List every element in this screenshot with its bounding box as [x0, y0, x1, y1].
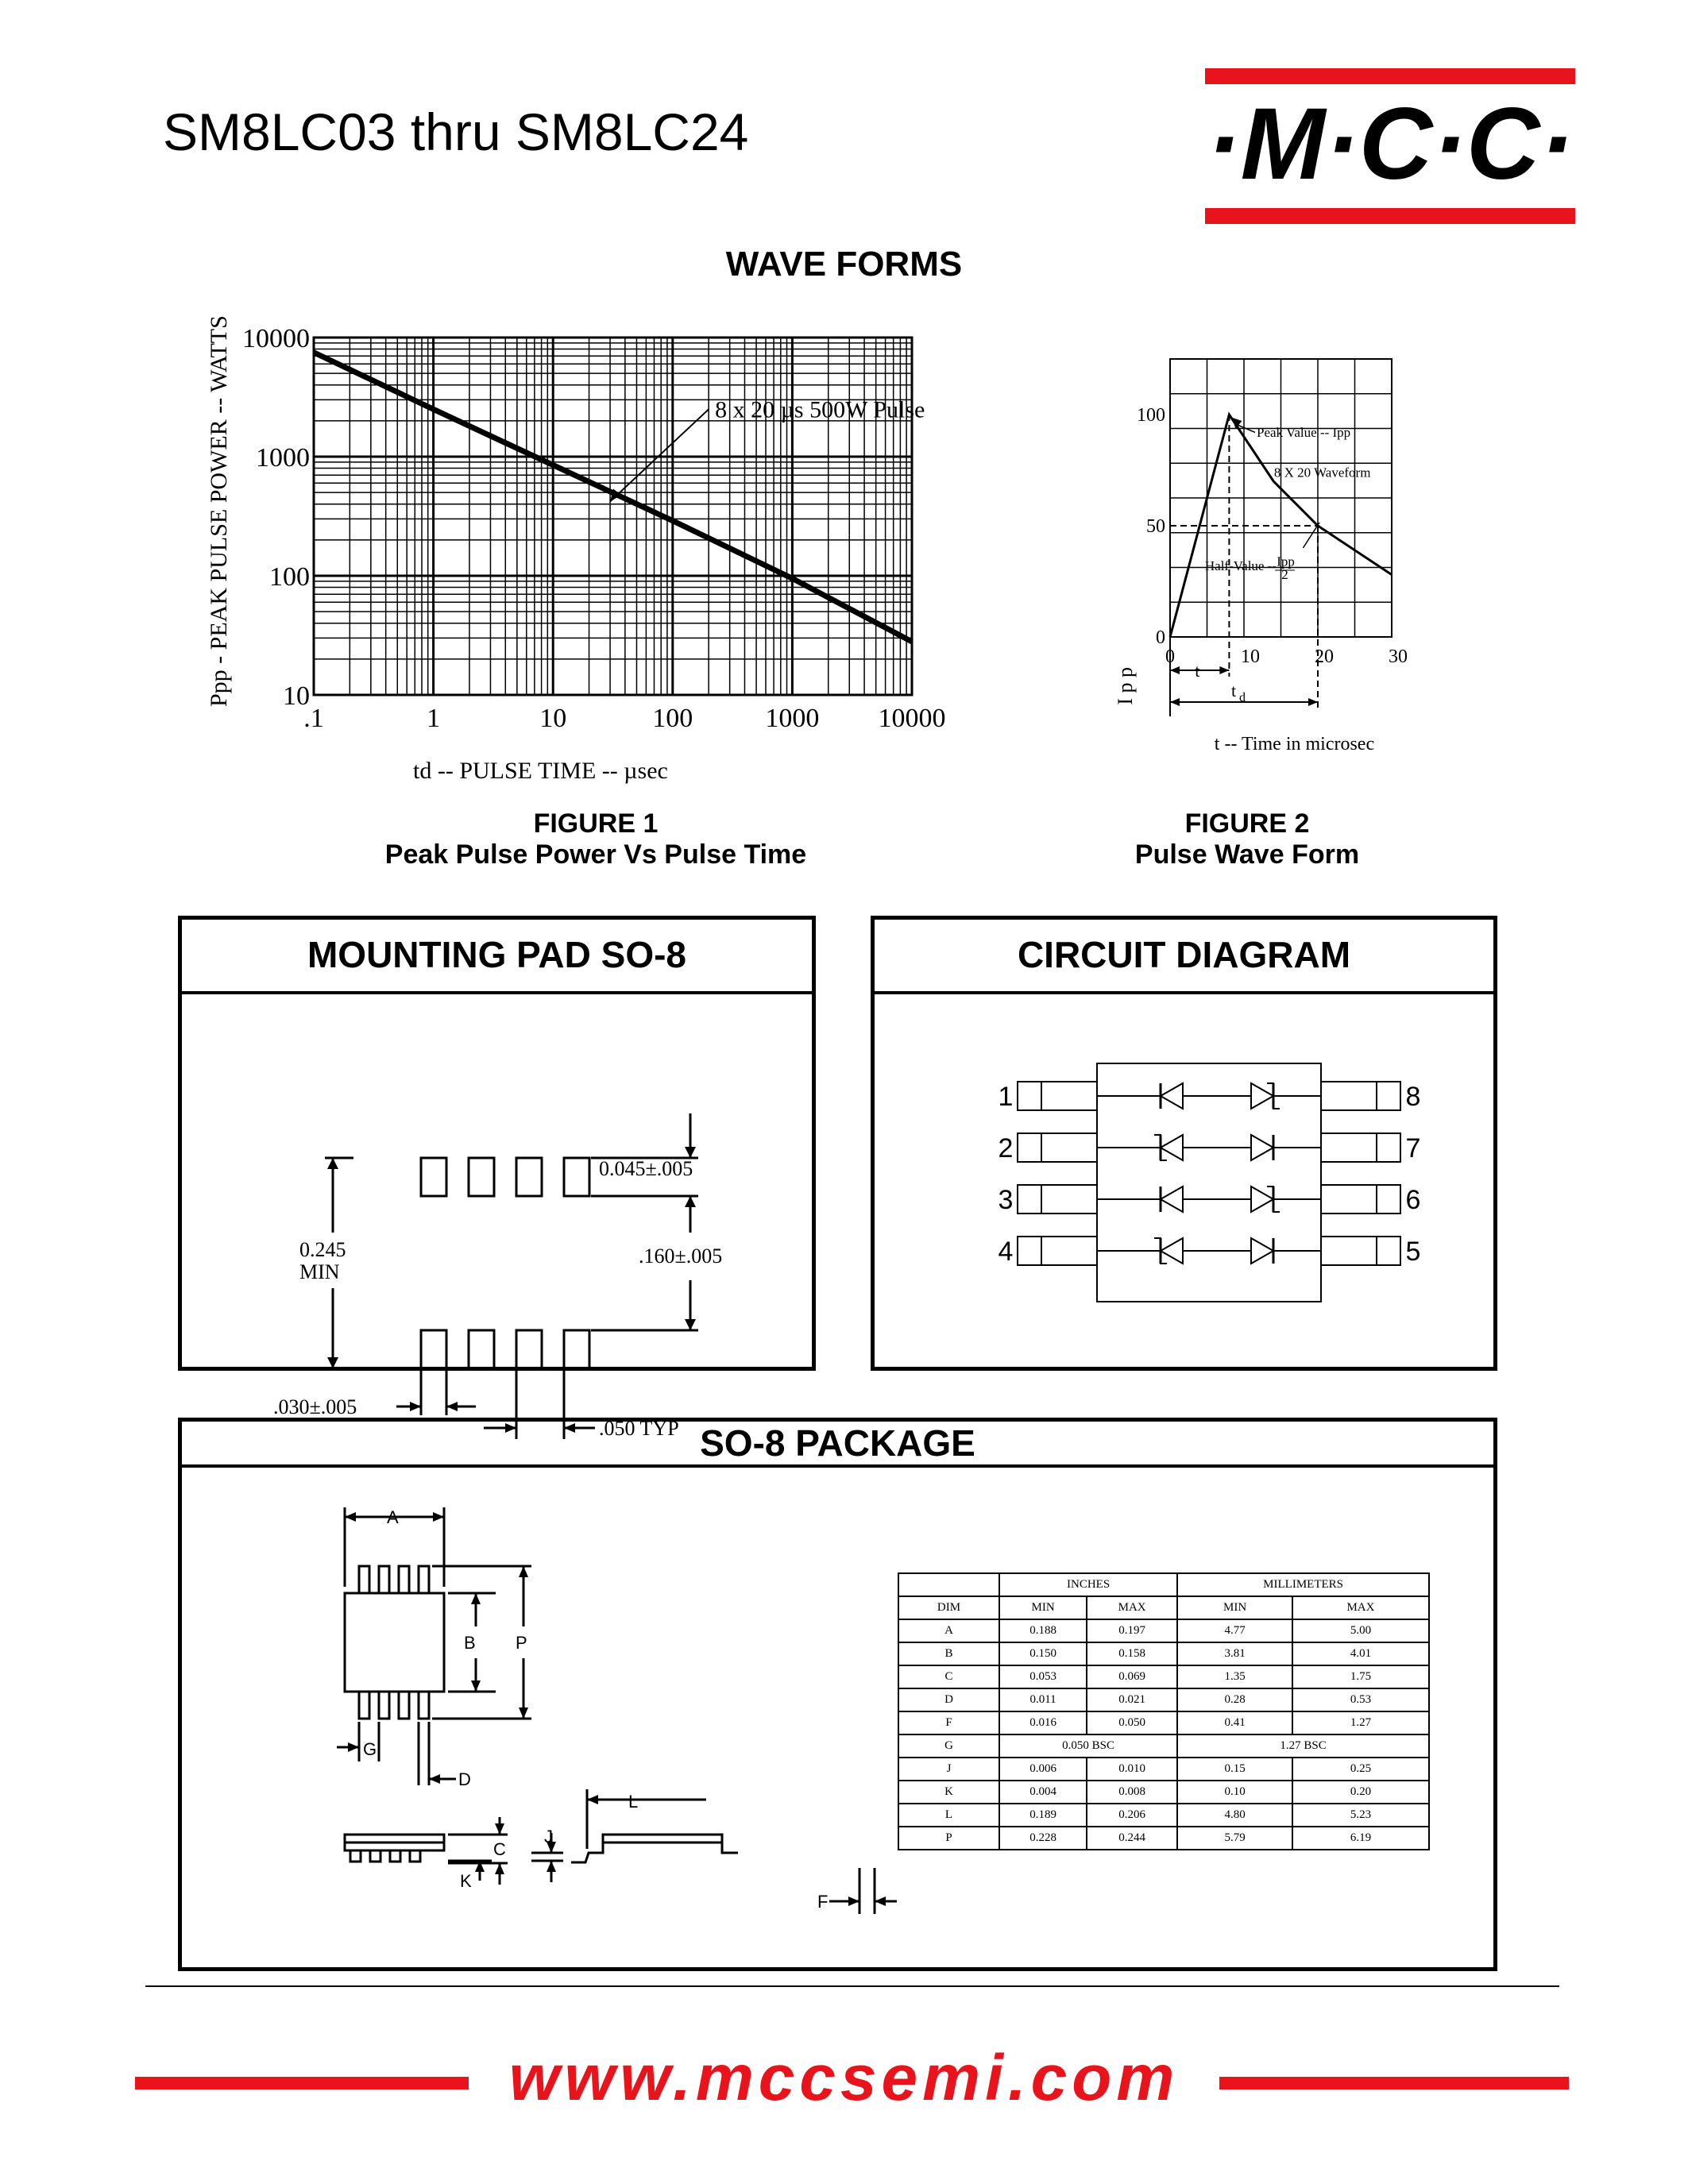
table-cell: 0.011	[999, 1688, 1087, 1711]
table-row	[898, 1688, 1429, 1711]
pin-right	[1377, 1082, 1400, 1110]
mounting-pad-box	[178, 916, 816, 1440]
table-cell: 5.00	[1292, 1619, 1429, 1642]
figure2-y-tick: 0	[1156, 627, 1165, 648]
figure2-y-tick: 50	[1146, 516, 1165, 537]
circuit-diagram-box	[871, 916, 1497, 1371]
figure2-half-den: 2	[1281, 567, 1288, 583]
pad-050-dim: .050 TYP	[599, 1417, 679, 1440]
dim-label-b: B	[464, 1633, 476, 1653]
table-cell: D	[898, 1688, 999, 1711]
dimension-table	[898, 1572, 1430, 1850]
pad-245-dim: 0.245	[299, 1238, 346, 1261]
dim-label-f: F	[817, 1892, 829, 1912]
pin-right-number: 5	[1405, 1237, 1421, 1267]
table-cell: C	[898, 1665, 999, 1688]
figure2-peak-label: Peak Value -- Ipp	[1257, 425, 1351, 440]
table-cell: 0.244	[1087, 1827, 1177, 1850]
table-cell: 0.25	[1292, 1758, 1429, 1781]
pad-030-dim: .030±.005	[273, 1395, 357, 1418]
package-box	[178, 1418, 1497, 1971]
table-cell: 0.008	[1087, 1781, 1177, 1804]
table-row	[898, 1781, 1429, 1804]
table-cell: 0.069	[1087, 1665, 1177, 1688]
figure1-ylabel: Ppp - PEAK PULSE POWER -- WATTS	[206, 315, 232, 707]
table-cell: 1.27	[1292, 1711, 1429, 1734]
logo-bottom-bar	[1205, 208, 1575, 224]
dim-label-c: C	[493, 1839, 506, 1859]
table-cell: 1.35	[1177, 1665, 1292, 1688]
package-drawing	[182, 1468, 738, 1960]
diode-icon	[1161, 1083, 1183, 1109]
table-cell: 0.050 BSC	[999, 1734, 1177, 1758]
figure1-caption: Peak Pulse Power Vs Pulse Time	[384, 839, 807, 870]
diode-icon	[1251, 1187, 1273, 1212]
figure2-t-label: t	[1195, 661, 1200, 681]
table-cell: 0.20	[1292, 1781, 1429, 1804]
logo-top-bar	[1205, 68, 1575, 84]
footer-url[interactable]: www.mccsemi.com	[508, 2042, 1180, 2114]
pad-height-dim: 0.045±.005	[599, 1157, 693, 1180]
table-cell: 0.28	[1177, 1688, 1292, 1711]
figure1-x-tick: 1000	[765, 704, 820, 733]
table-header: MAX	[1087, 1596, 1177, 1619]
circuit-title: CIRCUIT DIAGRAM	[875, 920, 1493, 994]
table-cell: 1.75	[1292, 1665, 1429, 1688]
table-cell: 6.19	[1292, 1827, 1429, 1850]
table-cell: 0.206	[1087, 1804, 1177, 1827]
mounting-pad-title: MOUNTING PAD SO-8	[182, 920, 812, 994]
table-row	[898, 1758, 1429, 1781]
table-cell: 0.050	[1087, 1711, 1177, 1734]
diode-icon	[1161, 1135, 1183, 1160]
table-cell: B	[898, 1642, 999, 1665]
table-cell: 0.158	[1087, 1642, 1177, 1665]
table-group-inches: INCHES	[999, 1573, 1177, 1596]
table-cell: F	[898, 1711, 999, 1734]
pad-160-dim: .160±.005	[639, 1244, 723, 1268]
figure1-y-tick: 1000	[256, 443, 310, 473]
figure1-y-tick: 100	[269, 562, 310, 592]
figure2-waveform-label: 8 X 20 Waveform	[1273, 465, 1371, 480]
pin-right-number: 8	[1405, 1082, 1421, 1112]
table-cell: 4.80	[1177, 1804, 1292, 1827]
figure1-label: FIGURE 1	[533, 808, 659, 839]
table-cell: A	[898, 1619, 999, 1642]
table-header: MIN	[1177, 1596, 1292, 1619]
dim-label-j: J	[544, 1827, 553, 1846]
pin-left	[1018, 1237, 1041, 1265]
package-title: SO-8 PACKAGE	[182, 1422, 1493, 1468]
figure2-x-tick: 20	[1315, 646, 1334, 667]
dim-label-p: P	[516, 1633, 527, 1653]
figure2-half-label: Half-Value --	[1204, 558, 1277, 573]
pin-right	[1377, 1237, 1400, 1265]
footer-divider	[145, 1985, 1559, 1987]
pin-right-number: 7	[1405, 1133, 1421, 1163]
table-cell: 0.15	[1177, 1758, 1292, 1781]
mounting-pad-drawing	[182, 994, 812, 1440]
dim-label-g: G	[363, 1739, 377, 1759]
pin-right	[1377, 1133, 1400, 1162]
table-group-mm: MILLIMETERS	[1177, 1573, 1429, 1596]
table-row	[898, 1827, 1429, 1850]
pin-right	[1377, 1185, 1400, 1214]
table-cell: 0.006	[999, 1758, 1087, 1781]
page-title: SM8LC03 thru SM8LC24	[163, 102, 749, 161]
table-row	[898, 1665, 1429, 1688]
table-cell: 4.01	[1292, 1642, 1429, 1665]
figure1-x-tick: 10	[539, 704, 567, 733]
table-cell: 0.53	[1292, 1688, 1429, 1711]
figure2-y-tick: 100	[1137, 405, 1165, 426]
pin-left-number: 4	[998, 1237, 1014, 1267]
figure1-x-tick: 1	[427, 704, 441, 733]
pin-left	[1018, 1133, 1041, 1162]
pin-left-number: 3	[998, 1185, 1014, 1215]
pin-left-number: 1	[998, 1082, 1014, 1112]
table-cell: 5.23	[1292, 1804, 1429, 1827]
figure1-x-tick: 100	[652, 704, 693, 733]
pin-left	[1018, 1185, 1041, 1214]
waveforms-title: WAVE FORMS	[725, 245, 963, 284]
table-cell: 0.197	[1087, 1619, 1177, 1642]
table-cell: G	[898, 1734, 999, 1758]
table-cell: 5.79	[1177, 1827, 1292, 1850]
table-cell: 0.10	[1177, 1781, 1292, 1804]
figure2-td-label: t	[1231, 681, 1237, 700]
table-cell: 0.010	[1087, 1758, 1177, 1781]
table-header: MAX	[1292, 1596, 1429, 1619]
pin-right-number: 6	[1405, 1185, 1421, 1215]
table-cell: 4.77	[1177, 1619, 1292, 1642]
figure2-x-tick: 0	[1165, 646, 1175, 667]
dim-label-d: D	[458, 1769, 471, 1789]
table-cell: 0.004	[999, 1781, 1087, 1804]
figure1-annotation: 8 x 20 µs 500W Pulse	[715, 396, 925, 423]
figure2-chart	[1096, 349, 1414, 778]
table-header: MIN	[999, 1596, 1087, 1619]
figure1-y-tick: 10000	[242, 324, 310, 353]
dim-label-l: L	[628, 1792, 639, 1812]
table-row	[898, 1619, 1429, 1642]
table-cell: 0.189	[999, 1804, 1087, 1827]
table-cell: K	[898, 1781, 999, 1804]
table-row	[898, 1711, 1429, 1734]
table-header: DIM	[898, 1596, 999, 1619]
figure1-x-tick: 10000	[878, 704, 946, 733]
table-cell: 0.228	[999, 1827, 1087, 1850]
diode-icon	[1251, 1135, 1273, 1160]
figure2-side-label: I p p	[1114, 667, 1137, 705]
figure1-chart	[199, 314, 953, 798]
figure2-td-sub: d	[1239, 691, 1246, 704]
pad-min-label: MIN	[299, 1260, 340, 1283]
table-cell: 0.41	[1177, 1711, 1292, 1734]
figure1-x-tick: .1	[303, 704, 324, 733]
figure2-label: FIGURE 2	[1184, 808, 1310, 839]
mcc-logo: ·M·C·C·	[1207, 87, 1574, 201]
table-row	[898, 1804, 1429, 1827]
table-cell: P	[898, 1827, 999, 1850]
package-f-dim	[659, 1866, 929, 1962]
figure1-xlabel: td -- PULSE TIME -- µsec	[413, 758, 668, 784]
pin-left-number: 2	[998, 1133, 1014, 1163]
table-cell: 3.81	[1177, 1642, 1292, 1665]
figure2-x-tick: 30	[1389, 646, 1408, 667]
table-cell: 0.021	[1087, 1688, 1177, 1711]
diode-icon	[1161, 1238, 1183, 1264]
table-row	[898, 1642, 1429, 1665]
figure2-half-num: Ipp	[1277, 554, 1295, 569]
table-cell: 0.188	[999, 1619, 1087, 1642]
figure2-xlabel: t -- Time in microsec	[1214, 734, 1375, 754]
table-cell: J	[898, 1758, 999, 1781]
figure2-caption: Pulse Wave Form	[1134, 839, 1360, 870]
figure1-y-tick: 10	[283, 681, 310, 711]
table-cell: 1.27 BSC	[1177, 1734, 1429, 1758]
table-row	[898, 1734, 1429, 1758]
table-cell: 0.150	[999, 1642, 1087, 1665]
pin-left	[1018, 1082, 1041, 1110]
table-cell: 0.053	[999, 1665, 1087, 1688]
diode-icon	[1251, 1238, 1273, 1264]
table-cell: 0.016	[999, 1711, 1087, 1734]
circuit-drawing	[875, 994, 1493, 1368]
dim-label-k: K	[460, 1871, 472, 1891]
dim-label-a: A	[387, 1507, 399, 1527]
diode-icon	[1161, 1187, 1183, 1212]
figure2-x-tick: 10	[1241, 646, 1260, 667]
diode-icon	[1251, 1083, 1273, 1109]
table-cell: L	[898, 1804, 999, 1827]
